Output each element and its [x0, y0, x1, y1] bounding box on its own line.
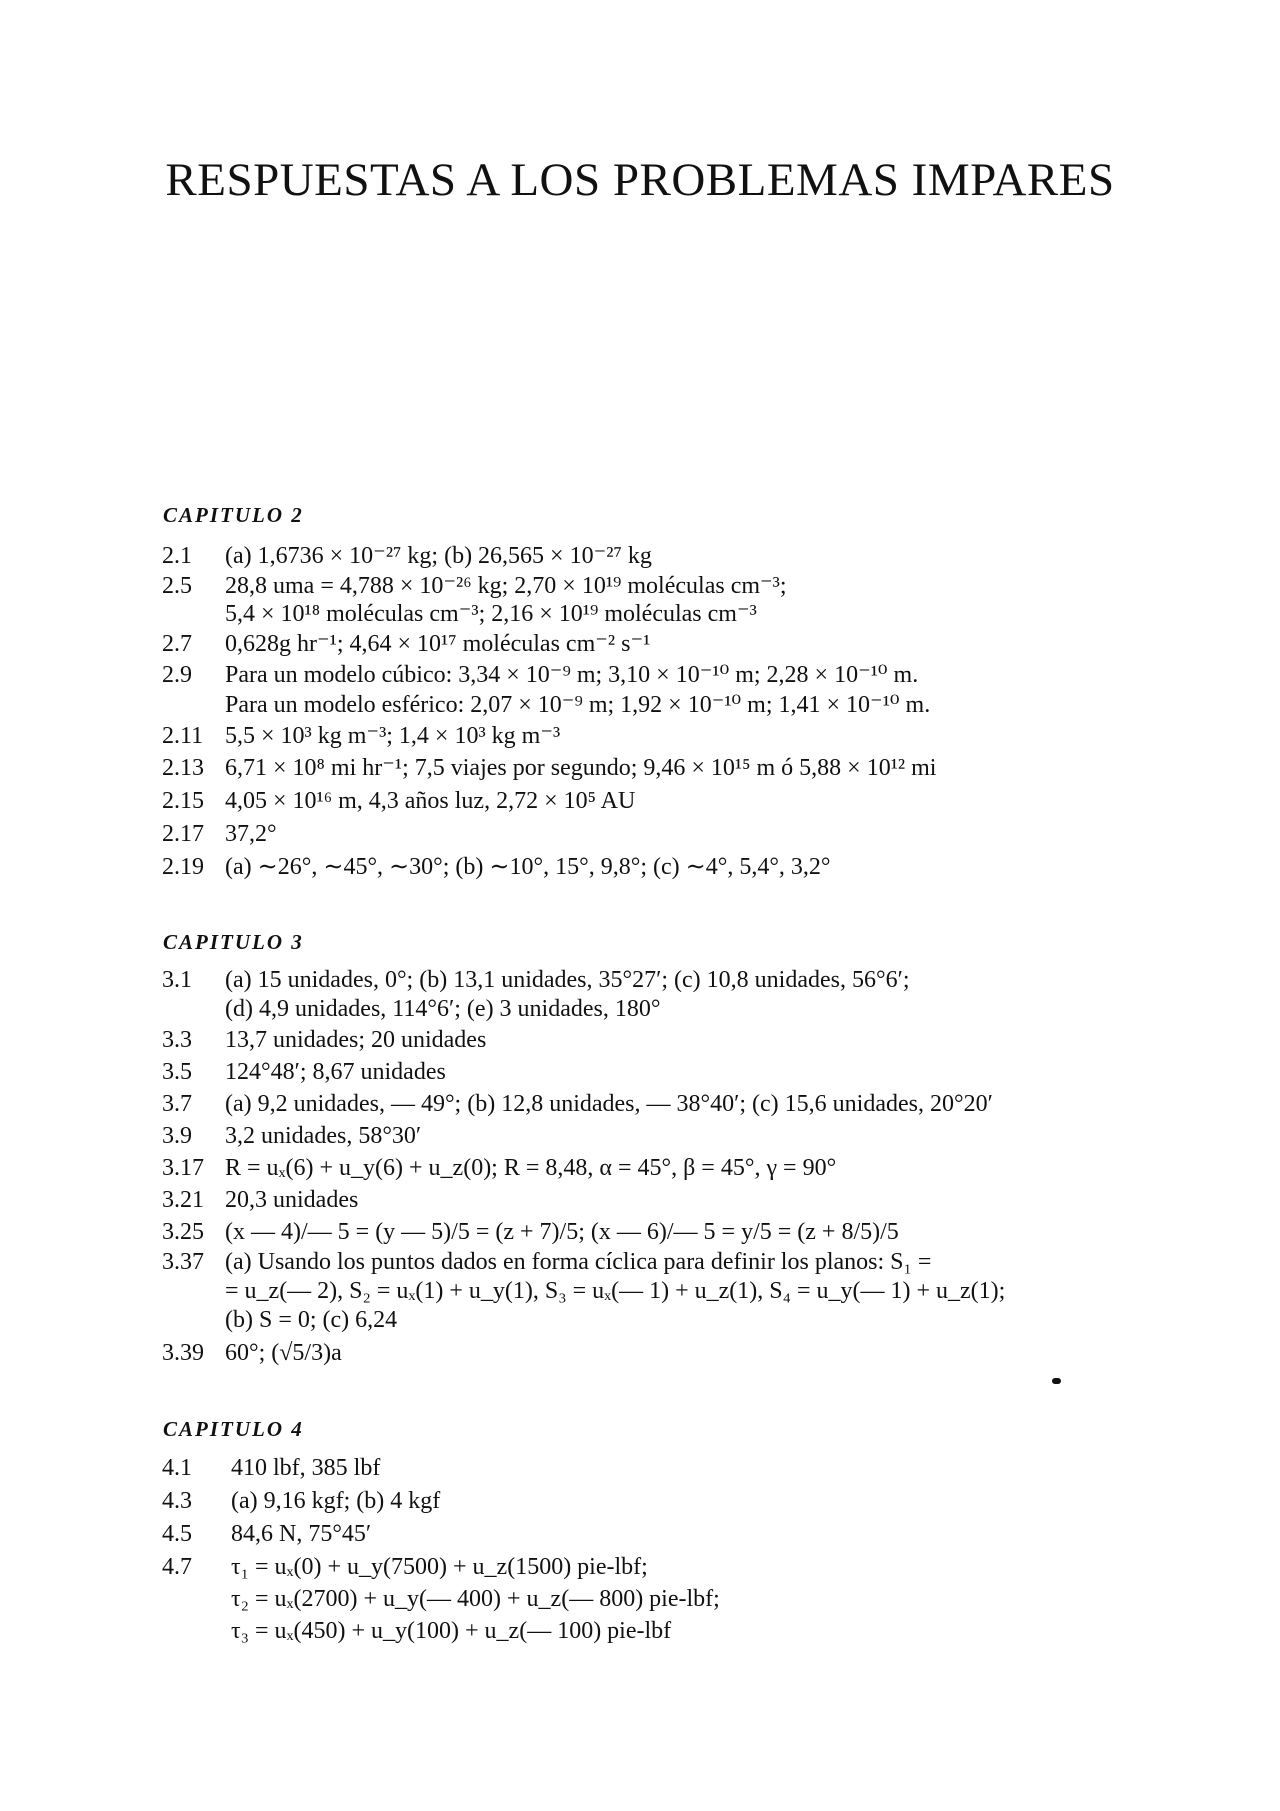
answer-line: τ₂ = uₓ(2700) + u_y(— 400) + u_z(— 800) pie-lbf; — [231, 1586, 720, 1612]
problem-number: 2.17 — [162, 821, 204, 847]
problem-number: 3.39 — [162, 1340, 204, 1366]
answer-line: 37,2° — [225, 821, 277, 847]
answer-line: 4,05 × 10¹⁶ m, 4,3 años luz, 2,72 × 10⁵ AU — [225, 788, 636, 814]
answer-item — [162, 1088, 1162, 1120]
problem-number: 2.1 — [162, 543, 192, 569]
problem-number: 3.1 — [162, 967, 192, 993]
answer-list — [162, 540, 1162, 884]
answer-line: 124°48′; 8,67 unidades — [225, 1059, 446, 1085]
answer-item — [162, 572, 1162, 628]
answer-line: 84,6 N, 75°45′ — [231, 1521, 372, 1547]
answer-line: 20,3 unidades — [225, 1187, 359, 1213]
answer-item — [162, 966, 1162, 1024]
chapter-heading: CAPITULO 2 — [163, 503, 304, 527]
problem-number: 2.15 — [162, 788, 204, 814]
answer-line: (a) 1,6736 × 10⁻²⁷ kg; (b) 26,565 × 10⁻²⁷ kg — [225, 543, 652, 569]
answer-line: 410 lbf, 385 lbf — [231, 1455, 381, 1481]
answer-line: (a) Usando los puntos dados en forma cíclica para definir los planos: S₁ = — [225, 1249, 932, 1275]
answer-line: (a) 9,16 kgf; (b) 4 kgf — [231, 1488, 441, 1514]
problem-number: 3.25 — [162, 1219, 204, 1245]
answer-item — [162, 1120, 1162, 1152]
answer-line: 3,2 unidades, 58°30′ — [225, 1123, 422, 1149]
problem-number: 2.11 — [162, 723, 204, 749]
problem-number: 2.9 — [162, 662, 192, 688]
answer-line: (a) 9,2 unidades, — 49°; (b) 12,8 unidades, — 38°40′; (c) 15,6 unidades, 20°20′ — [225, 1091, 993, 1117]
problem-number: 4.7 — [162, 1554, 192, 1580]
answer-item — [162, 1452, 1162, 1485]
answer-line: (a) ∼26°, ∼45°, ∼30°; (b) ∼10°, 15°, 9,8°; (c) ∼4°, 5,4°, 3,2° — [225, 854, 831, 880]
answer-line: Para un modelo cúbico: 3,34 × 10⁻⁹ m; 3,10 × 10⁻¹⁰ m; 2,28 × 10⁻¹⁰ m. — [225, 662, 919, 688]
answer-line: (x — 4)/— 5 = (y — 5)/5 = (z + 7)/5; (x — 6)/— 5 = y/5 = (z + 8/5)/5 — [225, 1219, 899, 1245]
chapter-heading: CAPITULO 3 — [163, 930, 304, 954]
problem-number: 3.37 — [162, 1249, 204, 1275]
answer-line: (b) S = 0; (c) 6,24 — [225, 1307, 398, 1333]
answer-line: = u_z(— 2), S₂ = uₓ(1) + u_y(1), S₃ = uₓ(— 1) + u_z(1), S₄ = u_y(— 1) + u_z(1); — [225, 1278, 1006, 1304]
answer-item — [162, 720, 1162, 752]
answer-line: Para un modelo esférico: 2,07 × 10⁻⁹ m; 1,92 × 10⁻¹⁰ m; 1,41 × 10⁻¹⁰ m. — [225, 692, 931, 718]
answer-line: 5,5 × 10³ kg m⁻³; 1,4 × 10³ kg m⁻³ — [225, 723, 561, 749]
answer-item — [162, 1485, 1162, 1518]
problem-number: 3.3 — [162, 1027, 192, 1053]
answer-item — [162, 1152, 1162, 1184]
problem-number: 2.19 — [162, 854, 204, 880]
answer-line: 60°; (√5/3)a — [225, 1340, 342, 1366]
answer-item — [162, 540, 1162, 572]
chapter-heading: CAPITULO 4 — [163, 1417, 304, 1441]
problem-number: 3.17 — [162, 1155, 204, 1181]
page-title: RESPUESTAS A LOS PROBLEMAS IMPARES — [165, 154, 1115, 206]
problem-number: 4.1 — [162, 1455, 192, 1481]
answer-item — [162, 1518, 1162, 1551]
answer-item — [162, 1024, 1162, 1056]
answer-item — [162, 785, 1162, 818]
answer-item — [162, 1216, 1162, 1248]
ink-mark — [1052, 1378, 1061, 1384]
answer-line: 6,71 × 10⁸ mi hr⁻¹; 7,5 viajes por segundo; 9,46 × 10¹⁵ m ó 5,88 × 10¹² mi — [225, 755, 937, 781]
answer-item — [162, 1184, 1162, 1216]
problem-number: 3.5 — [162, 1059, 192, 1085]
answer-item — [162, 1056, 1162, 1088]
problem-number: 3.7 — [162, 1091, 192, 1117]
problem-number: 2.7 — [162, 631, 192, 657]
answer-line: τ₃ = uₓ(450) + u_y(100) + u_z(— 100) pie-lbf — [231, 1618, 672, 1644]
problem-number: 4.3 — [162, 1488, 192, 1514]
answer-item — [162, 818, 1162, 851]
answer-line: τ₁ = uₓ(0) + u_y(7500) + u_z(1500) pie-lbf; — [231, 1554, 648, 1580]
problem-number: 3.9 — [162, 1123, 192, 1149]
answer-line: 13,7 unidades; 20 unidades — [225, 1027, 487, 1053]
answer-item — [162, 752, 1162, 785]
answer-line: (d) 4,9 unidades, 114°6′; (e) 3 unidades, 180° — [225, 996, 661, 1022]
answer-line: 5,4 × 10¹⁸ moléculas cm⁻³; 2,16 × 10¹⁹ moléculas cm⁻³ — [225, 601, 757, 627]
answer-line: R = uₓ(6) + u_y(6) + u_z(0); R = 8,48, α = 45°, β = 45°, γ = 90° — [225, 1155, 837, 1181]
problem-number: 3.21 — [162, 1187, 204, 1213]
answer-item — [162, 628, 1162, 660]
problem-number: 2.5 — [162, 573, 192, 599]
answer-list — [162, 1452, 1162, 1647]
answer-item — [162, 1551, 1162, 1647]
answer-item — [162, 1248, 1162, 1335]
answer-line: (a) 15 unidades, 0°; (b) 13,1 unidades, 35°27′; (c) 10,8 unidades, 56°6′; — [225, 967, 910, 993]
answer-item — [162, 660, 1162, 720]
answer-list — [162, 966, 1162, 1371]
answer-item — [162, 851, 1162, 884]
answer-line: 28,8 uma = 4,788 × 10⁻²⁶ kg; 2,70 × 10¹⁹ moléculas cm⁻³; — [225, 573, 787, 599]
answer-item — [162, 1335, 1162, 1371]
answer-line: 0,628g hr⁻¹; 4,64 × 10¹⁷ moléculas cm⁻² s⁻¹ — [225, 631, 651, 657]
problem-number: 4.5 — [162, 1521, 192, 1547]
problem-number: 2.13 — [162, 755, 204, 781]
